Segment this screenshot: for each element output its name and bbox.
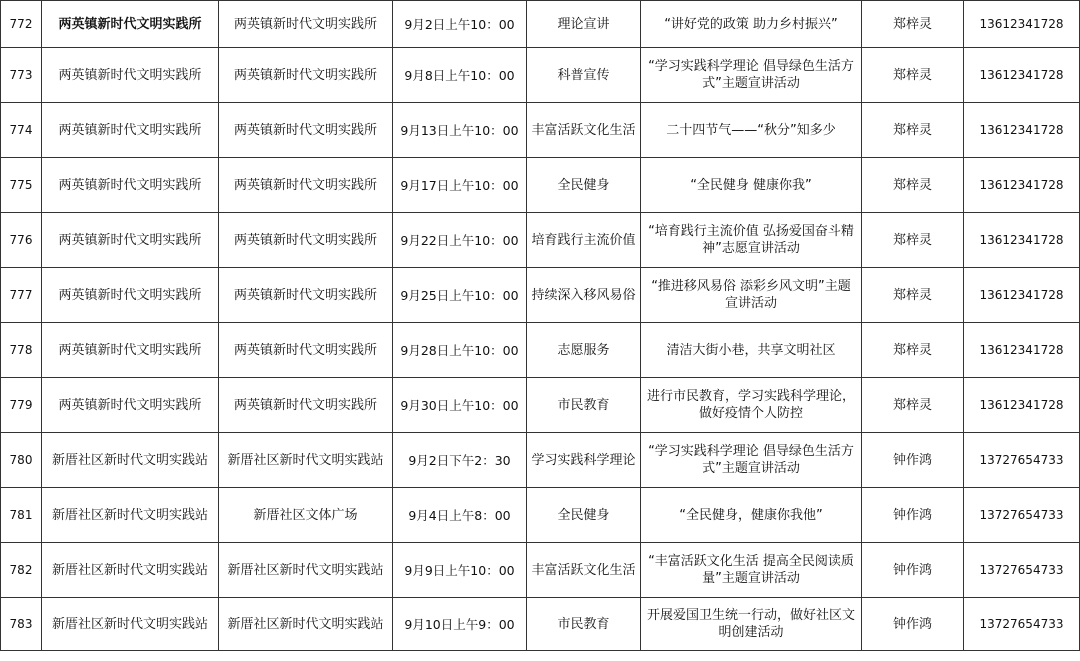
table-row [1, 378, 1080, 433]
date-cell: 9月17日上午10：00 [393, 158, 527, 213]
row-number: 774 [1, 103, 42, 158]
date-cell: 9月9日上午10：00 [393, 543, 527, 598]
contact-person-cell: 郑梓灵 [862, 48, 964, 103]
organizer-cell: 两英镇新时代文明实践所 [42, 213, 219, 268]
contact-person-cell: 郑梓灵 [862, 1, 964, 48]
date-cell: 9月4日上午8：00 [393, 488, 527, 543]
contact-person-cell: 郑梓灵 [862, 378, 964, 433]
row-number: 772 [1, 1, 42, 48]
table-row [1, 323, 1080, 378]
activity-content-cell: “培育践行主流价值 弘扬爱国奋斗精神”志愿宣讲活动 [641, 213, 862, 268]
phone-cell: 13727654733 [964, 488, 1080, 543]
venue-cell: 两英镇新时代文明实践所 [219, 323, 393, 378]
activity-content-cell: “学习实践科学理论 倡导绿色生活方式”主题宣讲活动 [641, 48, 862, 103]
organizer-cell: 两英镇新时代文明实践所 [42, 103, 219, 158]
contact-person-cell: 郑梓灵 [862, 323, 964, 378]
contact-person-cell: 钟作鸿 [862, 433, 964, 488]
date-cell: 9月2日上午10：00 [393, 1, 527, 48]
organizer-cell: 新厝社区新时代文明实践站 [42, 543, 219, 598]
contact-person-cell: 钟作鸿 [862, 488, 964, 543]
table-row [1, 1, 1080, 48]
venue-cell: 两英镇新时代文明实践所 [219, 213, 393, 268]
activity-content-cell: “全民健身，健康你我他” [641, 488, 862, 543]
contact-person-cell: 郑梓灵 [862, 158, 964, 213]
row-number: 781 [1, 488, 42, 543]
category-cell: 理论宣讲 [527, 1, 641, 48]
organizer-cell: 两英镇新时代文明实践所 [42, 1, 219, 48]
row-number: 777 [1, 268, 42, 323]
date-cell: 9月13日上午10：00 [393, 103, 527, 158]
category-cell: 学习实践科学理论 [527, 433, 641, 488]
phone-cell: 13612341728 [964, 213, 1080, 268]
venue-cell: 两英镇新时代文明实践所 [219, 103, 393, 158]
date-cell: 9月30日上午10：00 [393, 378, 527, 433]
activity-content-cell: “讲好党的政策 助力乡村振兴” [641, 1, 862, 48]
phone-cell: 13727654733 [964, 433, 1080, 488]
activity-content-cell: “推进移风易俗 添彩乡风文明”主题宣讲活动 [641, 268, 862, 323]
category-cell: 全民健身 [527, 158, 641, 213]
table-row [1, 268, 1080, 323]
phone-cell: 13612341728 [964, 48, 1080, 103]
contact-person-cell: 钟作鸿 [862, 543, 964, 598]
row-number: 783 [1, 598, 42, 651]
category-cell: 丰富活跃文化生活 [527, 543, 641, 598]
table-row [1, 433, 1080, 488]
table-row [1, 48, 1080, 103]
date-cell: 9月8日上午10：00 [393, 48, 527, 103]
contact-person-cell: 郑梓灵 [862, 103, 964, 158]
venue-cell: 两英镇新时代文明实践所 [219, 268, 393, 323]
organizer-cell: 两英镇新时代文明实践所 [42, 48, 219, 103]
date-cell: 9月2日下午2：30 [393, 433, 527, 488]
table-row [1, 598, 1080, 651]
table-row [1, 103, 1080, 158]
organizer-cell: 新厝社区新时代文明实践站 [42, 598, 219, 651]
phone-cell: 13612341728 [964, 323, 1080, 378]
venue-cell: 新厝社区新时代文明实践站 [219, 598, 393, 651]
activity-content-cell: “丰富活跃文化生活 提高全民阅读质量”主题宣讲活动 [641, 543, 862, 598]
row-number: 773 [1, 48, 42, 103]
table-row [1, 488, 1080, 543]
activity-content-cell: 二十四节气——“秋分”知多少 [641, 103, 862, 158]
contact-person-cell: 郑梓灵 [862, 268, 964, 323]
category-cell: 全民健身 [527, 488, 641, 543]
activity-content-cell: “全民健身 健康你我” [641, 158, 862, 213]
venue-cell: 新厝社区新时代文明实践站 [219, 543, 393, 598]
venue-cell: 新厝社区文体广场 [219, 488, 393, 543]
activity-content-cell: 清洁大街小巷，共享文明社区 [641, 323, 862, 378]
contact-person-cell: 郑梓灵 [862, 213, 964, 268]
activity-content-cell: 进行市民教育，学习实践科学理论，做好疫情个人防控 [641, 378, 862, 433]
phone-cell: 13727654733 [964, 598, 1080, 651]
date-cell: 9月10日上午9：00 [393, 598, 527, 651]
row-number: 776 [1, 213, 42, 268]
organizer-cell: 两英镇新时代文明实践所 [42, 323, 219, 378]
activity-content-cell: “学习实践科学理论 倡导绿色生活方式”主题宣讲活动 [641, 433, 862, 488]
date-cell: 9月22日上午10：00 [393, 213, 527, 268]
category-cell: 培育践行主流价值 [527, 213, 641, 268]
activity-content-cell: 开展爱国卫生统一行动，做好社区文明创建活动 [641, 598, 862, 651]
category-cell: 丰富活跃文化生活 [527, 103, 641, 158]
organizer-cell: 两英镇新时代文明实践所 [42, 378, 219, 433]
table-row [1, 543, 1080, 598]
venue-cell: 两英镇新时代文明实践所 [219, 48, 393, 103]
row-number: 779 [1, 378, 42, 433]
organizer-cell: 新厝社区新时代文明实践站 [42, 433, 219, 488]
date-cell: 9月28日上午10：00 [393, 323, 527, 378]
phone-cell: 13612341728 [964, 1, 1080, 48]
row-number: 778 [1, 323, 42, 378]
date-cell: 9月25日上午10：00 [393, 268, 527, 323]
category-cell: 市民教育 [527, 598, 641, 651]
category-cell: 市民教育 [527, 378, 641, 433]
venue-cell: 两英镇新时代文明实践所 [219, 1, 393, 48]
row-number: 775 [1, 158, 42, 213]
table-row [1, 158, 1080, 213]
row-number: 782 [1, 543, 42, 598]
category-cell: 科普宣传 [527, 48, 641, 103]
phone-cell: 13612341728 [964, 268, 1080, 323]
row-number: 780 [1, 433, 42, 488]
organizer-cell: 两英镇新时代文明实践所 [42, 158, 219, 213]
phone-cell: 13612341728 [964, 378, 1080, 433]
venue-cell: 新厝社区新时代文明实践站 [219, 433, 393, 488]
phone-cell: 13612341728 [964, 103, 1080, 158]
contact-person-cell: 钟作鸿 [862, 598, 964, 651]
phone-cell: 13612341728 [964, 158, 1080, 213]
venue-cell: 两英镇新时代文明实践所 [219, 378, 393, 433]
phone-cell: 13727654733 [964, 543, 1080, 598]
organizer-cell: 两英镇新时代文明实践所 [42, 268, 219, 323]
venue-cell: 两英镇新时代文明实践所 [219, 158, 393, 213]
table-row [1, 213, 1080, 268]
organizer-cell: 新厝社区新时代文明实践站 [42, 488, 219, 543]
category-cell: 志愿服务 [527, 323, 641, 378]
category-cell: 持续深入移风易俗 [527, 268, 641, 323]
